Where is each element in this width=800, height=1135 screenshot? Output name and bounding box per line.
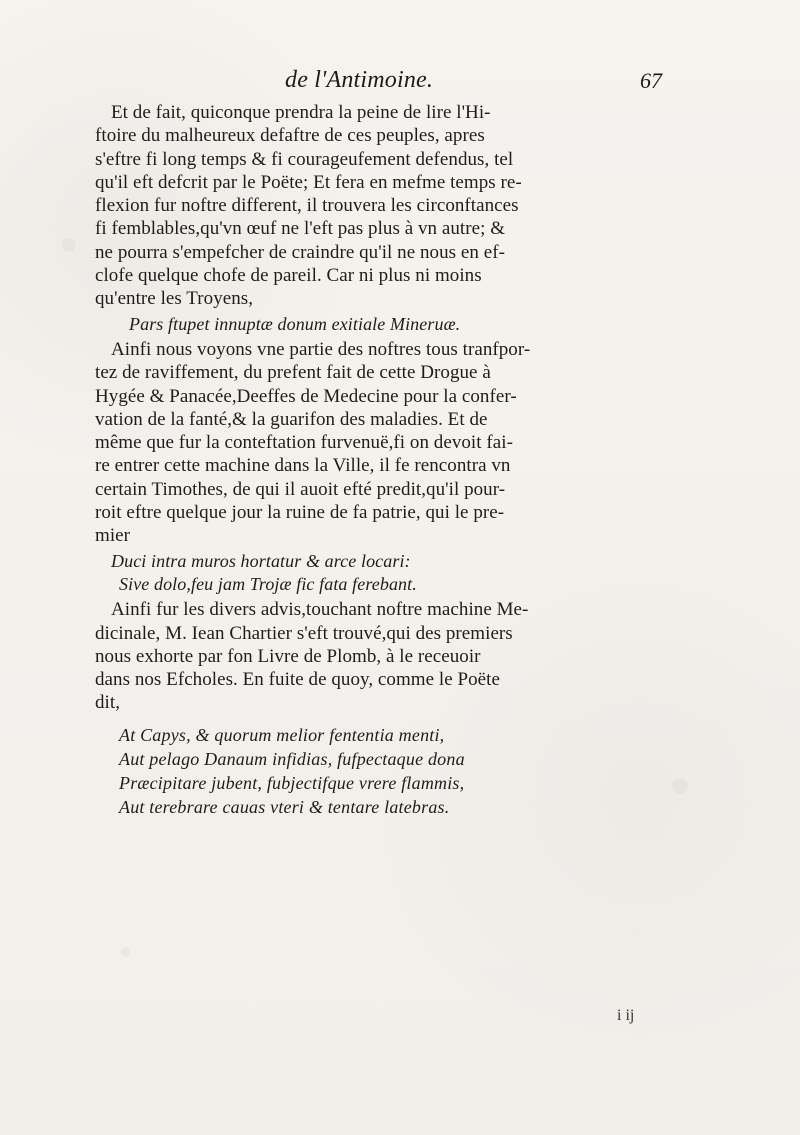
text-line: s'eftre fi long temps & fi courageufement defendus, tel — [95, 148, 514, 170]
text-line: roit eftre quelque jour la ruine de fa patrie, qui le pre- — [95, 502, 505, 524]
text-line: dicinale, M. Iean Chartier s'eft trouvé,qui des premiers — [95, 622, 513, 644]
text-line: même que fur la conteftation furvenuë,fi on devoit fai- — [95, 432, 513, 454]
page-number: 67 — [640, 68, 662, 93]
text-line: Ainfi fur les divers advis,touchant noftre machine Me- — [111, 599, 529, 621]
page-text — [95, 101, 735, 819]
text-line: Ainfi nous voyons vne partie des noftres tous tranfpor- — [111, 338, 531, 360]
text-line: qu'entre les Troyens, — [95, 288, 254, 310]
text-line: dit, — [95, 692, 121, 714]
latin-quote-line: Duci intra muros hortatur & arce locari: — [111, 550, 411, 571]
latin-quote-line: Pars ftupet innuptæ donum exitiale Mineruæ. — [129, 313, 461, 334]
poem-line: Aut pelago Danaum infidias, fufpectaque dona — [119, 748, 465, 769]
text-line: re entrer cette machine dans la Ville, il fe rencontra vn — [95, 455, 511, 477]
text-line: tez de raviffement, du prefent fait de cette Drogue à — [95, 362, 491, 384]
text-line: mier — [95, 525, 131, 547]
latin-quote-line: Sive dolo,feu jam Trojæ fic fata ferebant. — [119, 573, 417, 594]
page-header — [0, 68, 800, 104]
poem-line: At Capys, & quorum melior fententia menti, — [119, 724, 445, 745]
text-line: flexion fur noftre different, il trouvera les circonftances — [95, 195, 519, 217]
text-line: Hygée & Panacée,Deeffes de Medecine pour la confer- — [95, 385, 517, 407]
paper-spot — [121, 947, 131, 957]
poem-line: Præcipitare jubent, fubjectifque vrere flammis, — [119, 772, 465, 793]
signature-mark: i ij — [617, 1007, 635, 1024]
running-head: de l'Antimoine. — [285, 67, 434, 93]
text-line: dans nos Efcholes. En fuite de quoy, comme le Poëte — [95, 669, 500, 691]
text-line: nous exhorte par fon Livre de Plomb, à le receuoir — [95, 645, 481, 667]
text-line: fi femblables,qu'vn œuf ne l'eft pas plus à vn autre; & — [95, 218, 506, 240]
text-line: ne pourra s'empefcher de craindre qu'il ne nous en ef- — [95, 241, 505, 263]
poem-line: Aut terebrare cauas vteri & tentare latebras. — [119, 796, 450, 817]
text-line: Et de fait, quiconque prendra la peine de lire l'Hi- — [111, 102, 491, 123]
text-line: clofe quelque chofe de pareil. Car ni plus ni moins — [95, 265, 482, 287]
text-line: ftoire du malheureux defaftre de ces peuples, apres — [95, 125, 485, 147]
text-line: vation de la fanté,& la guarifon des maladies. Et de — [95, 408, 488, 430]
text-line: certain Timothes, de qui il auoit efté predit,qu'il pour- — [95, 478, 506, 500]
text-line: qu'il eft defcrit par le Poëte; Et fera en mefme temps re- — [95, 171, 522, 193]
paper-spot — [62, 238, 76, 252]
